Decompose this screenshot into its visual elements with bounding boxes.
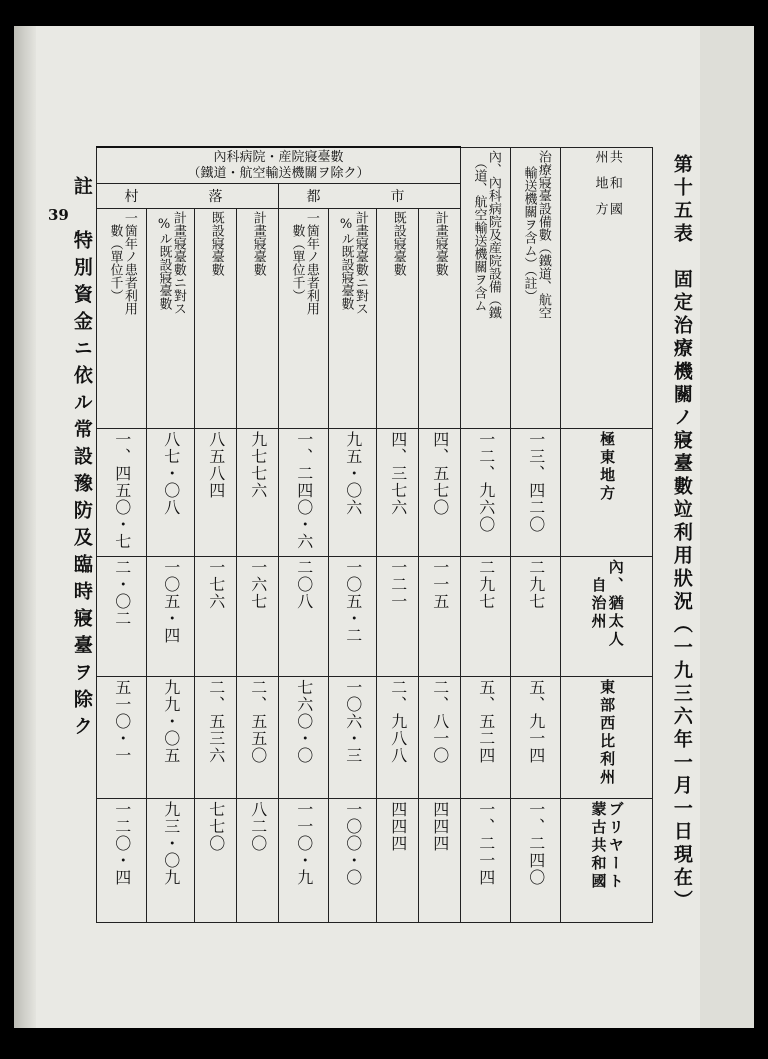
row-clinic: 一二、九六〇 xyxy=(461,429,511,557)
row-urban-patients: 一一〇・九 xyxy=(279,799,329,923)
row-rural-plan: 一六七 xyxy=(237,557,279,677)
row-rural-existing: 二、五三六 xyxy=(195,677,237,799)
urban-plan-header: 計畫寢臺數 xyxy=(419,209,461,429)
row-urban-plan: 四四四 xyxy=(419,799,461,923)
row-urban-existing: 二、九八八 xyxy=(377,677,419,799)
row-urban-existing: 四、三七六 xyxy=(377,429,419,557)
row-rural-pct: 八七・〇八 xyxy=(147,429,195,557)
row-total: 一、二四〇 xyxy=(511,799,561,923)
row-region: 東部西比利州 xyxy=(561,677,653,799)
header-row-1 xyxy=(97,147,653,184)
footnote: 註 特別資金ニ依ル常設豫防及臨時寢臺ヲ除ク xyxy=(70,176,93,743)
row-region: ブリヤート 蒙古共和國 xyxy=(561,799,653,923)
urban-existing-header: 既設寢臺數 xyxy=(377,209,419,429)
row-clinic: 二九七 xyxy=(461,557,511,677)
scanned-page xyxy=(14,26,754,1028)
table-row xyxy=(97,429,653,557)
row-total: 五、九一四 xyxy=(511,677,561,799)
urban-patients-header: 一箇年ノ患者利用 數（單位千） xyxy=(279,209,329,429)
row-rural-plan: 二、五五〇 xyxy=(237,677,279,799)
row-urban-pct: 一〇六・三 xyxy=(329,677,377,799)
row-rural-pct: 九九・〇五 xyxy=(147,677,195,799)
clinic-beds-header: 內、內科病院及産院設備（鐵 道、航空輸送機關ヲ含ム） xyxy=(461,147,511,429)
page-number: 39 xyxy=(48,206,69,224)
row-rural-plan: 九七七六 xyxy=(237,429,279,557)
row-urban-plan: 四、五七〇 xyxy=(419,429,461,557)
row-rural-patients: 五一〇・一 xyxy=(97,677,147,799)
row-urban-existing: 一二一 xyxy=(377,557,419,677)
table-row xyxy=(97,799,653,923)
urban-pct-header: 計畫寢臺數ニ對ス ル既設寢臺數% xyxy=(329,209,377,429)
row-region: 極東地方 xyxy=(561,429,653,557)
row-clinic: 一、二一四 xyxy=(461,799,511,923)
row-rural-patients: 一、四五〇・七 xyxy=(97,429,147,557)
row-urban-plan: 二、八一〇 xyxy=(419,677,461,799)
row-rural-plan: 八二〇 xyxy=(237,799,279,923)
row-rural-patients: 一二〇・四 xyxy=(97,799,147,923)
row-rural-patients: 二・〇二 xyxy=(97,557,147,677)
statistics-table xyxy=(96,146,653,923)
rural-plan-header: 計畫寢臺數 xyxy=(237,209,279,429)
urban-header: 都 市 xyxy=(279,184,461,209)
row-urban-pct: 一〇〇・〇 xyxy=(329,799,377,923)
rural-patients-header: 一箇年ノ患者利用 數（單位千） xyxy=(97,209,147,429)
group-caption-header: 內科病院・産院寢臺數 （鐵道・航空輸送機關ヲ除ク） xyxy=(97,147,461,184)
rural-pct-header: 計畫寢臺數ニ對ス ル既設寢臺數% xyxy=(147,209,195,429)
table-row xyxy=(97,677,653,799)
row-total: 二九七 xyxy=(511,557,561,677)
region-header: 共 和 國 州 地 方 xyxy=(561,147,653,429)
row-urban-plan: 一一五 xyxy=(419,557,461,677)
page-edge xyxy=(700,26,754,1028)
row-clinic: 五、五二四 xyxy=(461,677,511,799)
row-rural-existing: 七七〇 xyxy=(195,799,237,923)
row-urban-existing: 四四四 xyxy=(377,799,419,923)
row-urban-pct: 九五・〇六 xyxy=(329,429,377,557)
row-urban-patients: 一、二四〇・六 xyxy=(279,429,329,557)
row-urban-pct: 一〇五・二 xyxy=(329,557,377,677)
total-beds-header: 治療寢臺設備數（鐵道、航空 輸送機關ヲ含ム）（註） xyxy=(511,147,561,429)
row-urban-patients: 二〇八 xyxy=(279,557,329,677)
row-rural-pct: 一〇五・四 xyxy=(147,557,195,677)
table-row xyxy=(97,557,653,677)
row-total: 一三、四二〇 xyxy=(511,429,561,557)
row-rural-existing: 一七六 xyxy=(195,557,237,677)
row-rural-pct: 九三・〇九 xyxy=(147,799,195,923)
rural-existing-header: 既設寢臺數 xyxy=(195,209,237,429)
table-title: 第十五表 固定治療機關ノ寢臺數竝利用狀況（一九三六年一月一日現在） xyxy=(670,154,693,913)
row-urban-patients: 七六〇・〇 xyxy=(279,677,329,799)
binding-spine xyxy=(14,26,36,1028)
row-rural-existing: 八五八四 xyxy=(195,429,237,557)
row-region: 內、猶太人 自治州 xyxy=(561,557,653,677)
rural-header: 村 落 xyxy=(97,184,279,209)
